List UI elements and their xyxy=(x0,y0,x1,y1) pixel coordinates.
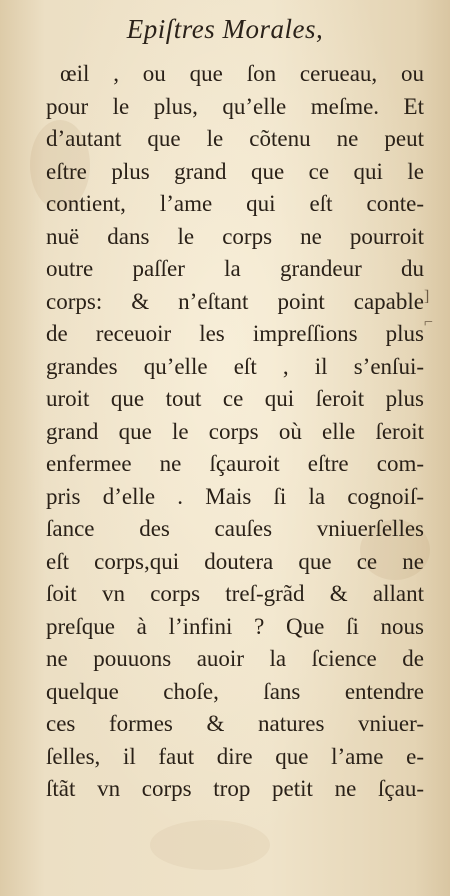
text-line: ne pouuons auoir la ſcience de xyxy=(46,646,424,671)
text-line: pour le plus, qu’elle meſme. Et xyxy=(46,93,424,119)
running-head: Epiſtres Morales, xyxy=(126,14,324,44)
text-line: d’autant que le cõtenu ne peut xyxy=(46,126,424,151)
text-line: grand que le corps où elle ſeroit xyxy=(46,418,424,444)
paper-stain xyxy=(150,820,270,870)
text-line: preſque à l’infini ? Que ſi nous xyxy=(46,613,424,639)
text-line: eſt corps,qui doutera que ce ne xyxy=(46,548,424,574)
text-line: ſance des cauſes vniuerſelles xyxy=(46,516,424,541)
text-line: grandes qu’elle eſt , il s’enſui- xyxy=(46,353,424,379)
text-line: uroit que tout ce qui ſeroit plus xyxy=(46,386,424,411)
text-line: de receuoir les impreſſions plus xyxy=(46,321,424,346)
text-line: corps: & n’eſtant point capable xyxy=(46,288,424,314)
text-line: outre paſſer la grandeur du xyxy=(46,256,424,281)
margin-dash-mark: ⌐ xyxy=(424,314,434,331)
margin-bracket-mark: ] xyxy=(424,288,430,305)
text-line: pris d’elle . Mais ſi la cognoiſ- xyxy=(46,483,424,509)
text-line: ces formes & natures vniuer- xyxy=(46,711,424,736)
text-line: ſoit vn corps treſ-grãd & allant xyxy=(46,581,424,606)
text-line: ſelles, il faut dire que l’ame e- xyxy=(46,743,424,769)
text-line: œil , ou que ſon cerueau, ou xyxy=(60,61,424,86)
text-line: contient, l’ame qui eſt conte- xyxy=(46,191,424,216)
text-line: ſtãt vn corps trop petit ne ſçau- xyxy=(46,776,424,801)
body-text xyxy=(46,58,424,806)
text-line: nuë dans le corps ne pourroit xyxy=(46,223,424,249)
text-line: quelque choſe, ſans entendre xyxy=(46,678,424,704)
text-line: eſtre plus grand que ce qui le xyxy=(46,158,424,184)
text-line: enfermee ne ſçauroit eſtre com- xyxy=(46,451,424,476)
